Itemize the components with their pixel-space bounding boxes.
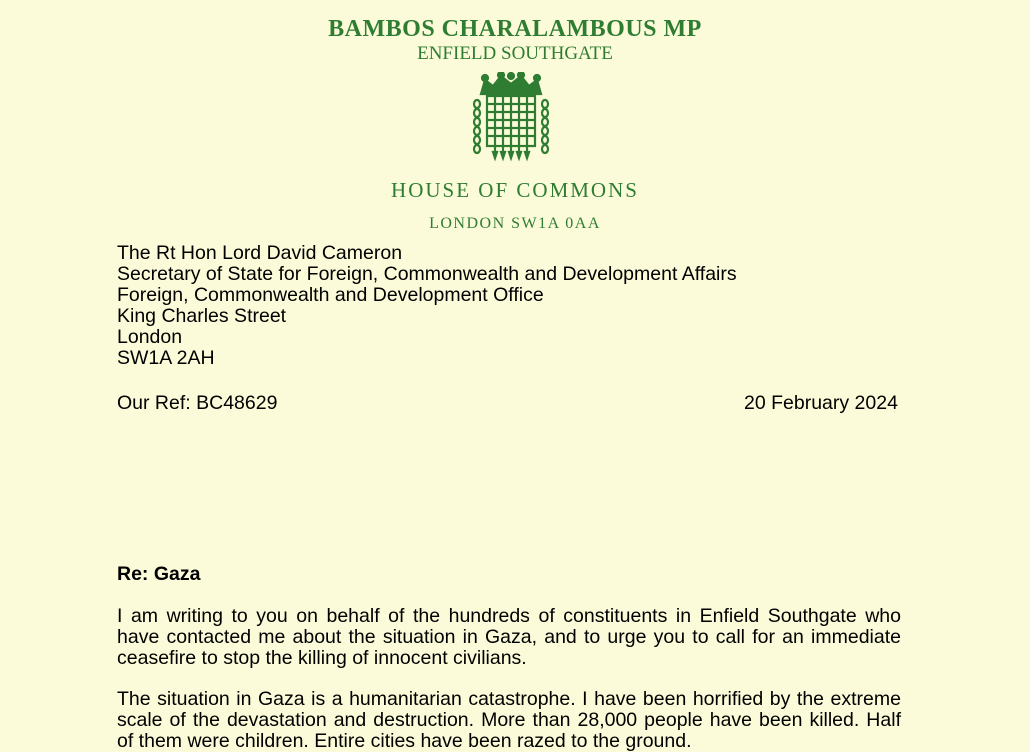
constituency: ENFIELD SOUTHGATE [417,43,613,64]
body-paragraph-2: The situation in Gaza is a humanitarian catastrophe. I have been horrified by the extreme scale of the devastation and destruction. More than 28,000 people have been killed. Half of them were children. Entire cities have been razed to the ground. [117,688,901,752]
recipient-line: SW1A 2AH [117,347,215,369]
house-of-commons-title: HOUSE OF COMMONS [391,178,639,202]
house-address: LONDON SW1A 0AA [429,215,601,232]
recipient-address [117,243,737,369]
recipient-line: London [117,326,183,348]
mp-name: BAMBOS CHARALAMBOUS MP [328,16,702,42]
letter-date: 20 February 2024 [744,392,898,414]
reference: Our Ref: BC48629 [117,392,278,414]
recipient-line: Foreign, Commonwealth and Development Office [117,284,544,306]
body-paragraph-1: I am writing to you on behalf of the hundreds of constituents in Enfield Southgate who have contacted me about the situation in Gaza, and to urge you to call for an immediate ceasefire to stop the killing of innocent civilians. [117,605,901,669]
recipient-line: The Rt Hon Lord David Cameron [117,242,403,264]
recipient-line: Secretary of State for Foreign, Commonwealth and Development Affairs [117,263,737,285]
subject-heading: Re: Gaza [117,563,201,585]
portcullis-icon [471,72,551,164]
recipient-line: King Charles Street [117,305,287,327]
